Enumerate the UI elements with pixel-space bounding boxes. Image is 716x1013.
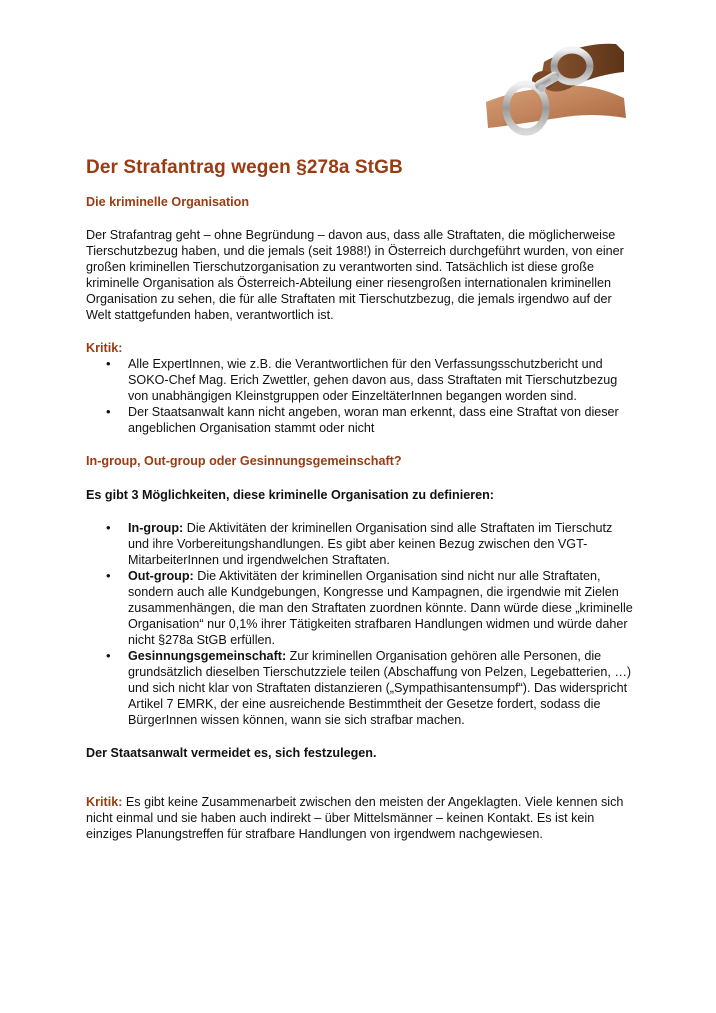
kritik-item: • Der Staatsanwalt kann nicht angeben, woran man erkennt, dass eine Straftat von dieser angeblichen Organisation stammt oder nicht bbox=[86, 404, 634, 436]
conclusion: Der Staatsanwalt vermeidet es, sich festzulegen. bbox=[86, 746, 377, 760]
handcuffs-paw-icon bbox=[484, 22, 630, 140]
possibility-text: Zur kriminellen Organisation gehören alle Personen, die grundsätzlich dieselben Tierschutzziele teilen (Abschaffung von Pelzen, Legebatterien, …) und sich nicht klar von Straftaten distanzieren („Sympathisantensumpf“). Das widerspricht Artikel 7 EMRK, der eine ausreichende Bestimmtheit der Gesetze fordert, sodass die BürgerInnen wissen können, wann sie sich strafbar machen. bbox=[128, 649, 632, 727]
possibility-text: Die Aktivitäten der kriminellen Organisation sind alle Straftaten im Tierschutz und ihre Vorbereitungshandlungen. Es gibt aber keinen Bezug zwischen den VGT-MitarbeiterInnen und irgendwelchen Straftaten. bbox=[128, 521, 613, 567]
section-heading-groups: In-group, Out-group oder Gesinnungsgemeinschaft? bbox=[86, 454, 402, 468]
kritik-list bbox=[86, 356, 634, 436]
kritik-text-2: Es gibt keine Zusammenarbeit zwischen den meisten der Angeklagten. Viele kennen sich nicht einmal und sie haben auch indirekt – über Mittelsmänner – keinen Kontakt. Es ist kein einziges Planungstreffen für strafbare Handlungen von irgendwem nachgewiesen. bbox=[86, 795, 624, 841]
kritik-label-1: Kritik: bbox=[86, 341, 123, 355]
intro-paragraph: Der Strafantrag geht – ohne Begründung – davon aus, dass alle Straftaten, die möglicherweise Tierschutzbezug haben, und die jemals (seit 1988!) in Österreich durchgeführt wurden, von einer großen kriminellen Tierschutzorganisation zu verantworten sind. Tatsächlich ist diese große kriminelle Organisation als Österreich-Abteilung einer riesengroßen internationalen kriminellen Organisation zu sehen, die für alle Straftaten mit Tierschutzbezug, die jemals irgendwo auf der Welt stattgefunden haben, verantwortlich ist. bbox=[86, 228, 624, 322]
possibility-item bbox=[86, 648, 634, 728]
possibility-term: Gesinnungsgemeinschaft: bbox=[128, 649, 287, 663]
section-heading-organisation: Die kriminelle Organisation bbox=[86, 195, 250, 209]
kritik-item: • Alle ExpertInnen, wie z.B. die Verantwortlichen für den Verfassungsschutzbericht und SOKO-Chef Mag. Erich Zwettler, gehen davon aus, dass Straftaten mit Tierschutzbezug von unabhängigen Kleinstgruppen oder EinzeltäterInnen begangen worden sind. bbox=[86, 356, 634, 404]
possibility-term: Out-group: bbox=[128, 569, 194, 583]
possibility-text: Die Aktivitäten der kriminellen Organisation sind nicht nur alle Straftaten, sondern auch alle Kundgebungen, Kongresse und Kampagnen, die irgendwie mit Zielen zusammenhängen, die man den Straftaten zuordnen könnte. Dann würde diese „kriminelle Organisation“ nur 0,1% ihrer Tätigkeiten strafbaren Handlungen widmen und würde daher nicht §278a StGB erfüllen. bbox=[128, 569, 633, 647]
possibilities-list bbox=[86, 520, 634, 728]
possibility-item bbox=[86, 520, 634, 568]
possibility-item bbox=[86, 568, 634, 648]
possibilities-heading: Es gibt 3 Möglichkeiten, diese kriminelle Organisation zu definieren: bbox=[86, 488, 494, 502]
possibility-term: In-group: bbox=[128, 521, 184, 535]
kritik-paragraph-2 bbox=[86, 794, 634, 842]
handcuffs-photo bbox=[484, 22, 630, 140]
page-title: Der Strafantrag wegen §278a StGB bbox=[86, 157, 403, 178]
document-body bbox=[86, 156, 634, 842]
kritik-label-2: Kritik: bbox=[86, 795, 123, 809]
